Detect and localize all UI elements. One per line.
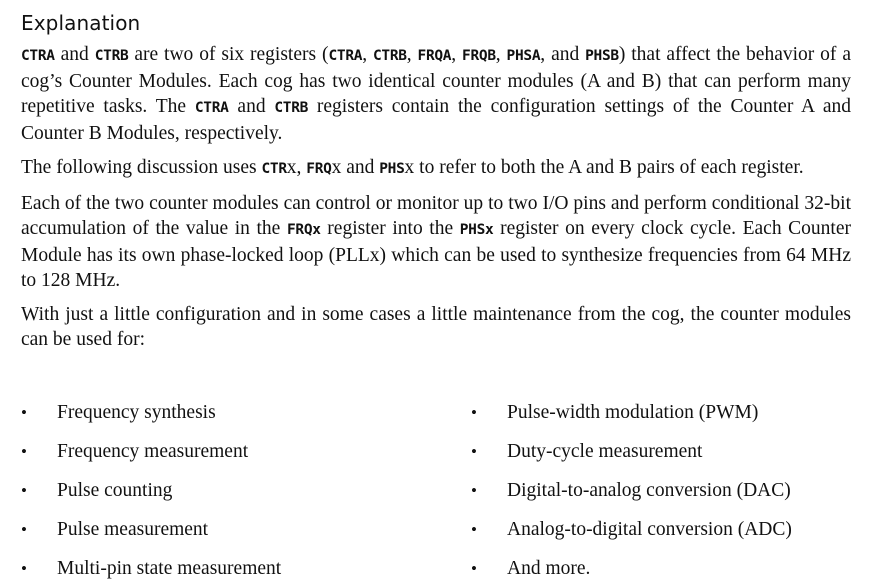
text-run: , <box>406 44 418 65</box>
code-frqx: FRQx <box>286 222 321 238</box>
code-phsa: PHSA <box>506 48 541 64</box>
section-heading: Explanation <box>21 11 141 35</box>
text-run: x, <box>286 157 307 178</box>
code-ctrb: CTRB <box>373 48 407 64</box>
list-item-label: Analog-to-digital conversion (ADC) <box>507 518 792 540</box>
list-item <box>21 432 471 471</box>
list-item <box>471 393 851 432</box>
code-ctra: CTRA <box>21 48 55 64</box>
paragraph-notation <box>21 155 851 182</box>
list-item-label: Pulse measurement <box>57 518 209 540</box>
list-item-label: Pulse counting <box>57 479 173 501</box>
text-run: and <box>228 96 275 117</box>
text-run: are two of six registers ( <box>128 44 329 65</box>
text-run: x to refer to both the A and B pairs of each register. <box>404 157 804 178</box>
paragraph-counter-modules <box>21 191 851 293</box>
list-item <box>471 471 851 510</box>
bullet-icon: • <box>471 441 477 461</box>
list-item <box>21 510 471 549</box>
text-run: , <box>451 44 463 65</box>
bullet-icon: • <box>471 480 477 500</box>
text-run: register on every clock cycle. Each Counter Module has its own phase-locked loop (PLLx) which can be used to synthesize frequencies from 64 MHz to 128 MHz. <box>21 218 851 291</box>
document-page <box>21 10 851 361</box>
list-item-label: Digital-to-analog conversion (DAC) <box>507 479 791 501</box>
list-item-label: Multi-pin state measurement <box>57 557 282 579</box>
bullet-icon: • <box>471 519 477 539</box>
code-ctrb: CTRB <box>274 100 309 116</box>
text-run: x and <box>331 157 380 178</box>
code-phsb: PHSB <box>585 48 619 64</box>
list-item <box>21 549 471 588</box>
list-item <box>471 549 851 588</box>
bullet-icon: • <box>21 519 27 539</box>
text-run: , <box>495 44 507 65</box>
text-run: ) that affect the behavior of a cog’s Counter Modules. Each cog has two identical counter modules (A and B) that can perform many repetitive tasks. The <box>21 44 851 117</box>
paragraph-registers <box>21 42 851 146</box>
bullet-icon: • <box>471 402 477 422</box>
text-run: registers contain the configuration settings of the Counter A and Counter B Modules, respectively. <box>21 96 852 144</box>
text-run: , and <box>540 44 586 65</box>
bullet-icon: • <box>21 441 27 461</box>
list-item-label: And more. <box>507 557 591 579</box>
code-ctr: CTR <box>261 161 287 177</box>
code-frqa: FRQA <box>417 48 452 64</box>
bullet-icon: • <box>21 480 27 500</box>
list-item <box>21 393 471 432</box>
code-frqb: FRQB <box>462 48 496 64</box>
code-phsx: PHSx <box>459 222 494 238</box>
list-item <box>21 471 471 510</box>
bullet-icon: • <box>21 402 27 422</box>
paragraph-uses-intro: With just a little configuration and in some cases a little maintenance from the cog, the counter modules can be used for: <box>21 304 851 350</box>
list-item <box>471 432 851 471</box>
bullet-icon: • <box>21 558 27 578</box>
text-run: Each of the two counter modules can control or monitor up to two I/O pins and perform conditional 32-bit accumulation of the value in the <box>21 193 851 239</box>
text-run: register into the <box>320 218 460 239</box>
list-item-label: Pulse-width modulation (PWM) <box>507 401 759 423</box>
text-run: and <box>54 44 95 65</box>
text-run: The following discussion uses <box>21 157 262 178</box>
list-item-label: Frequency synthesis <box>57 401 216 423</box>
list-item <box>471 510 851 549</box>
code-ctrb: CTRB <box>94 48 129 64</box>
list-item-label: Frequency measurement <box>57 440 249 462</box>
code-phs: PHS <box>379 161 405 177</box>
list-item-label: Duty-cycle measurement <box>507 440 703 462</box>
code-ctra: CTRA <box>194 100 229 116</box>
code-frq: FRQ <box>306 161 332 177</box>
bullet-icon: • <box>471 558 477 578</box>
code-ctra: CTRA <box>328 48 363 64</box>
text-run: , <box>362 44 373 65</box>
bullet-list <box>21 393 851 588</box>
